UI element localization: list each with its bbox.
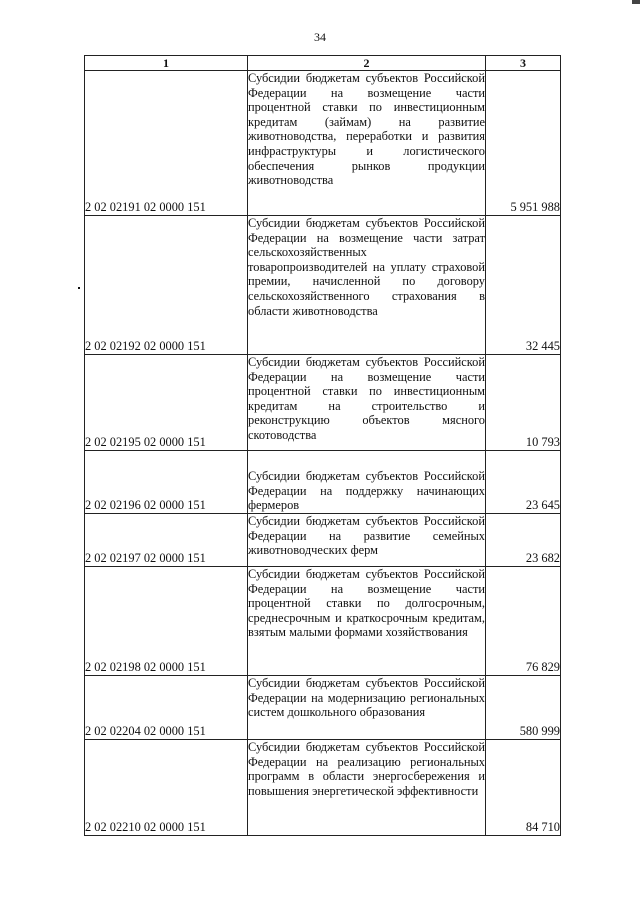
table-row xyxy=(85,740,561,836)
row-amount: 23 682 xyxy=(486,514,561,567)
row-description-text: Субсидии бюджетам субъектов Российской Федерации на возмещение части процентной ставки по инвестиционным кредитам (займам) на развитие животноводства, переработки и развития инфраструктуры и логистического обеспечения рынков продукции животноводства xyxy=(248,71,485,188)
header-col-1: 1 xyxy=(85,56,248,71)
table-row xyxy=(85,676,561,740)
row-description xyxy=(248,355,486,451)
row-description-text: Субсидии бюджетам субъектов Российской Федерации на возмещение части затрат сельскохозяйственных товаропроизводителей на уплату страховой премии, начисленной по договору сельскохозяйственного страхования в области животноводства xyxy=(248,216,485,318)
row-amount: 32 445 xyxy=(486,216,561,355)
row-amount: 76 829 xyxy=(486,567,561,676)
header-row xyxy=(85,56,561,71)
row-description-text: Субсидии бюджетам субъектов Российской Федерации на модернизацию региональных систем дошкольного образования xyxy=(248,676,485,720)
page-number: 34 xyxy=(314,30,326,44)
row-amount: 10 793 xyxy=(486,355,561,451)
table-row xyxy=(85,514,561,567)
row-description-text: Субсидии бюджетам субъектов Российской Федерации на реализацию региональных программ в области энергосбережения и повышения энергетической эффективности xyxy=(248,740,485,798)
row-description-text: Субсидии бюджетам субъектов Российской Федерации на возмещение части процентной ставки по инвестиционным кредитам на строительство и реконструкцию объектов мясного скотоводства xyxy=(248,355,485,442)
row-amount: 23 645 xyxy=(486,451,561,514)
table-row xyxy=(85,567,561,676)
row-code: 2 02 02191 02 0000 151 xyxy=(85,71,248,216)
header-col-2: 2 xyxy=(248,56,486,71)
row-code: 2 02 02204 02 0000 151 xyxy=(85,676,248,740)
table-row xyxy=(85,451,561,514)
header-col-3: 3 xyxy=(486,56,561,71)
row-amount: 580 999 xyxy=(486,676,561,740)
table-row xyxy=(85,71,561,216)
row-description xyxy=(248,71,486,216)
row-description-text: Субсидии бюджетам субъектов Российской Федерации на поддержку начинающих фермеров xyxy=(248,469,485,513)
row-description xyxy=(248,216,486,355)
row-amount: 84 710 xyxy=(486,740,561,836)
budget-table xyxy=(84,55,561,836)
scan-mark xyxy=(632,0,640,4)
row-description xyxy=(248,451,486,514)
row-code: 2 02 02195 02 0000 151 xyxy=(85,355,248,451)
row-code: 2 02 02210 02 0000 151 xyxy=(85,740,248,836)
row-code: 2 02 02192 02 0000 151 xyxy=(85,216,248,355)
row-code: 2 02 02197 02 0000 151 xyxy=(85,514,248,567)
scan-dot xyxy=(78,287,80,289)
table-row xyxy=(85,216,561,355)
row-description xyxy=(248,567,486,676)
row-code: 2 02 02196 02 0000 151 xyxy=(85,451,248,514)
row-description xyxy=(248,740,486,836)
row-description-text: Субсидии бюджетам субъектов Российской Федерации на развитие семейных животноводческих ферм xyxy=(248,514,485,558)
row-description xyxy=(248,514,486,567)
row-amount: 5 951 988 xyxy=(486,71,561,216)
row-description-text: Субсидии бюджетам субъектов Российской Федерации на возмещение части процентной ставки по долгосрочным, среднесрочным и краткосрочным кредитам, взятым малыми формами хозяйствования xyxy=(248,567,485,640)
table-row xyxy=(85,355,561,451)
row-description xyxy=(248,676,486,740)
row-code: 2 02 02198 02 0000 151 xyxy=(85,567,248,676)
